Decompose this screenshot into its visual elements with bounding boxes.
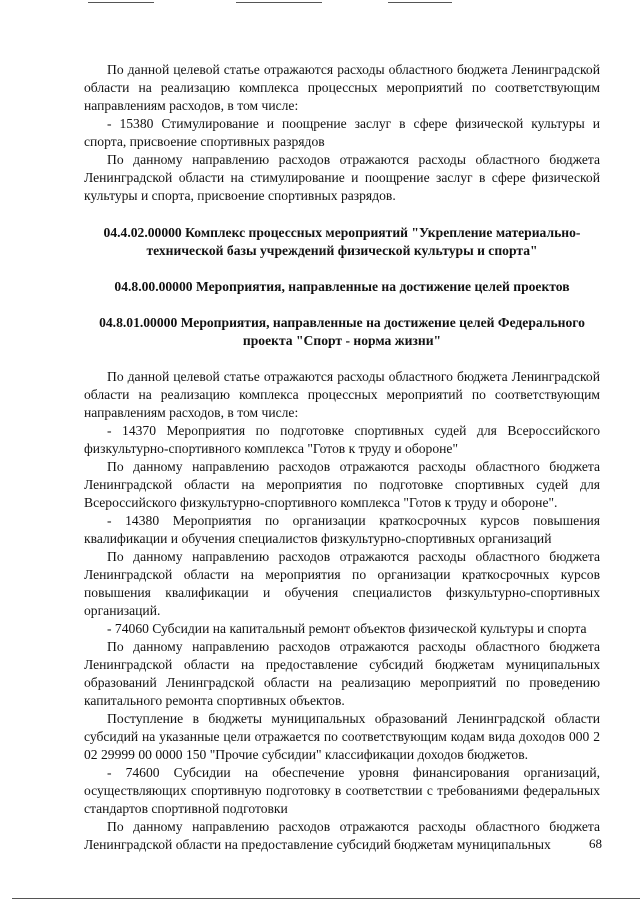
top-rule-center (236, 2, 322, 3)
paragraph: По данному направлению расходов отражаются расходы областного бюджета Ленинградской области на предоставление субсидий бюджетам муниципальных образований Ленинградской области на реализацию мероприятий по проведению капитального ремонта спортивных объектов. (84, 639, 600, 708)
paragraph: По данной целевой статье отражаются расходы областного бюджета Ленинградской области на реализацию комплекса процессных мероприятий по соответствующим направлениям расходов, в том числе: (84, 62, 600, 113)
paragraph: По данному направлению расходов отражаются расходы областного бюджета Ленинградской области на предоставление субсидий бюджетам муниципальных (84, 819, 600, 852)
paragraph: - 74060 Субсидии на капитальный ремонт объектов физической культуры и спорта (107, 621, 587, 636)
section-heading-04-4-02: 04.4.02.00000 Комплекс процессных мероприятий "Укрепление материально-технической базы учреждений физической культуры и спорта" (103, 225, 581, 258)
paragraph: По данному направлению расходов отражаются расходы областного бюджета Ленинградской области на мероприятия по подготовке спортивных судей для Всероссийского физкультурно-спортивного комплекса "Готов к труду и обороне". (84, 459, 600, 510)
paragraph: - 14380 Мероприятия по организации краткосрочных курсов повышения квалификации и обучения специалистов физкультурно-спортивных организаций (84, 513, 600, 546)
paragraph: Поступление в бюджеты муниципальных образований Ленинградской области субсидий на указанные цели отражается по соответствующим кодам вида доходов 000 2 02 29999 00 0000 150 "Прочие субсидии" классификации доходов бюджетов. (84, 711, 600, 762)
paragraph: По данному направлению расходов отражаются расходы областного бюджета Ленинградской области на стимулирование и поощрение заслуг в сфере физической культуры и спорта, присвоение спортивных разрядов. (84, 152, 600, 203)
top-rule-right (388, 2, 452, 3)
bottom-rule (12, 898, 640, 899)
section-heading-04-8-01: 04.8.01.00000 Мероприятия, направленные на достижение целей Федерального проекта "Спорт - норма жизни" (99, 315, 585, 348)
paragraph: По данной целевой статье отражаются расходы областного бюджета Ленинградской области на реализацию комплекса процессных мероприятий по соответствующим направлениям расходов, в том числе: (84, 369, 600, 420)
document-body (84, 61, 600, 854)
paragraph: - 74600 Субсидии на обеспечение уровня финансирования организаций, осуществляющих спортивную подготовку в соответствии с требованиями федеральных стандартов спортивной подготовки (84, 765, 600, 816)
section-heading-04-8-00: 04.8.00.00000 Мероприятия, направленные на достижение целей проектов (114, 279, 570, 294)
page-number: 68 (589, 836, 602, 851)
paragraph: По данному направлению расходов отражаются расходы областного бюджета Ленинградской области на мероприятия по организации краткосрочных курсов повышения квалификации и обучения специалистов физкультурно-спортивных организаций. (84, 549, 600, 618)
paragraph: - 15380 Стимулирование и поощрение заслуг в сфере физической культуры и спорта, присвоение спортивных разрядов (84, 116, 600, 149)
top-rule-left (88, 2, 154, 3)
paragraph: - 14370 Мероприятия по подготовке спортивных судей для Всероссийского физкультурно-спортивного комплекса "Готов к труду и обороне" (84, 423, 600, 456)
